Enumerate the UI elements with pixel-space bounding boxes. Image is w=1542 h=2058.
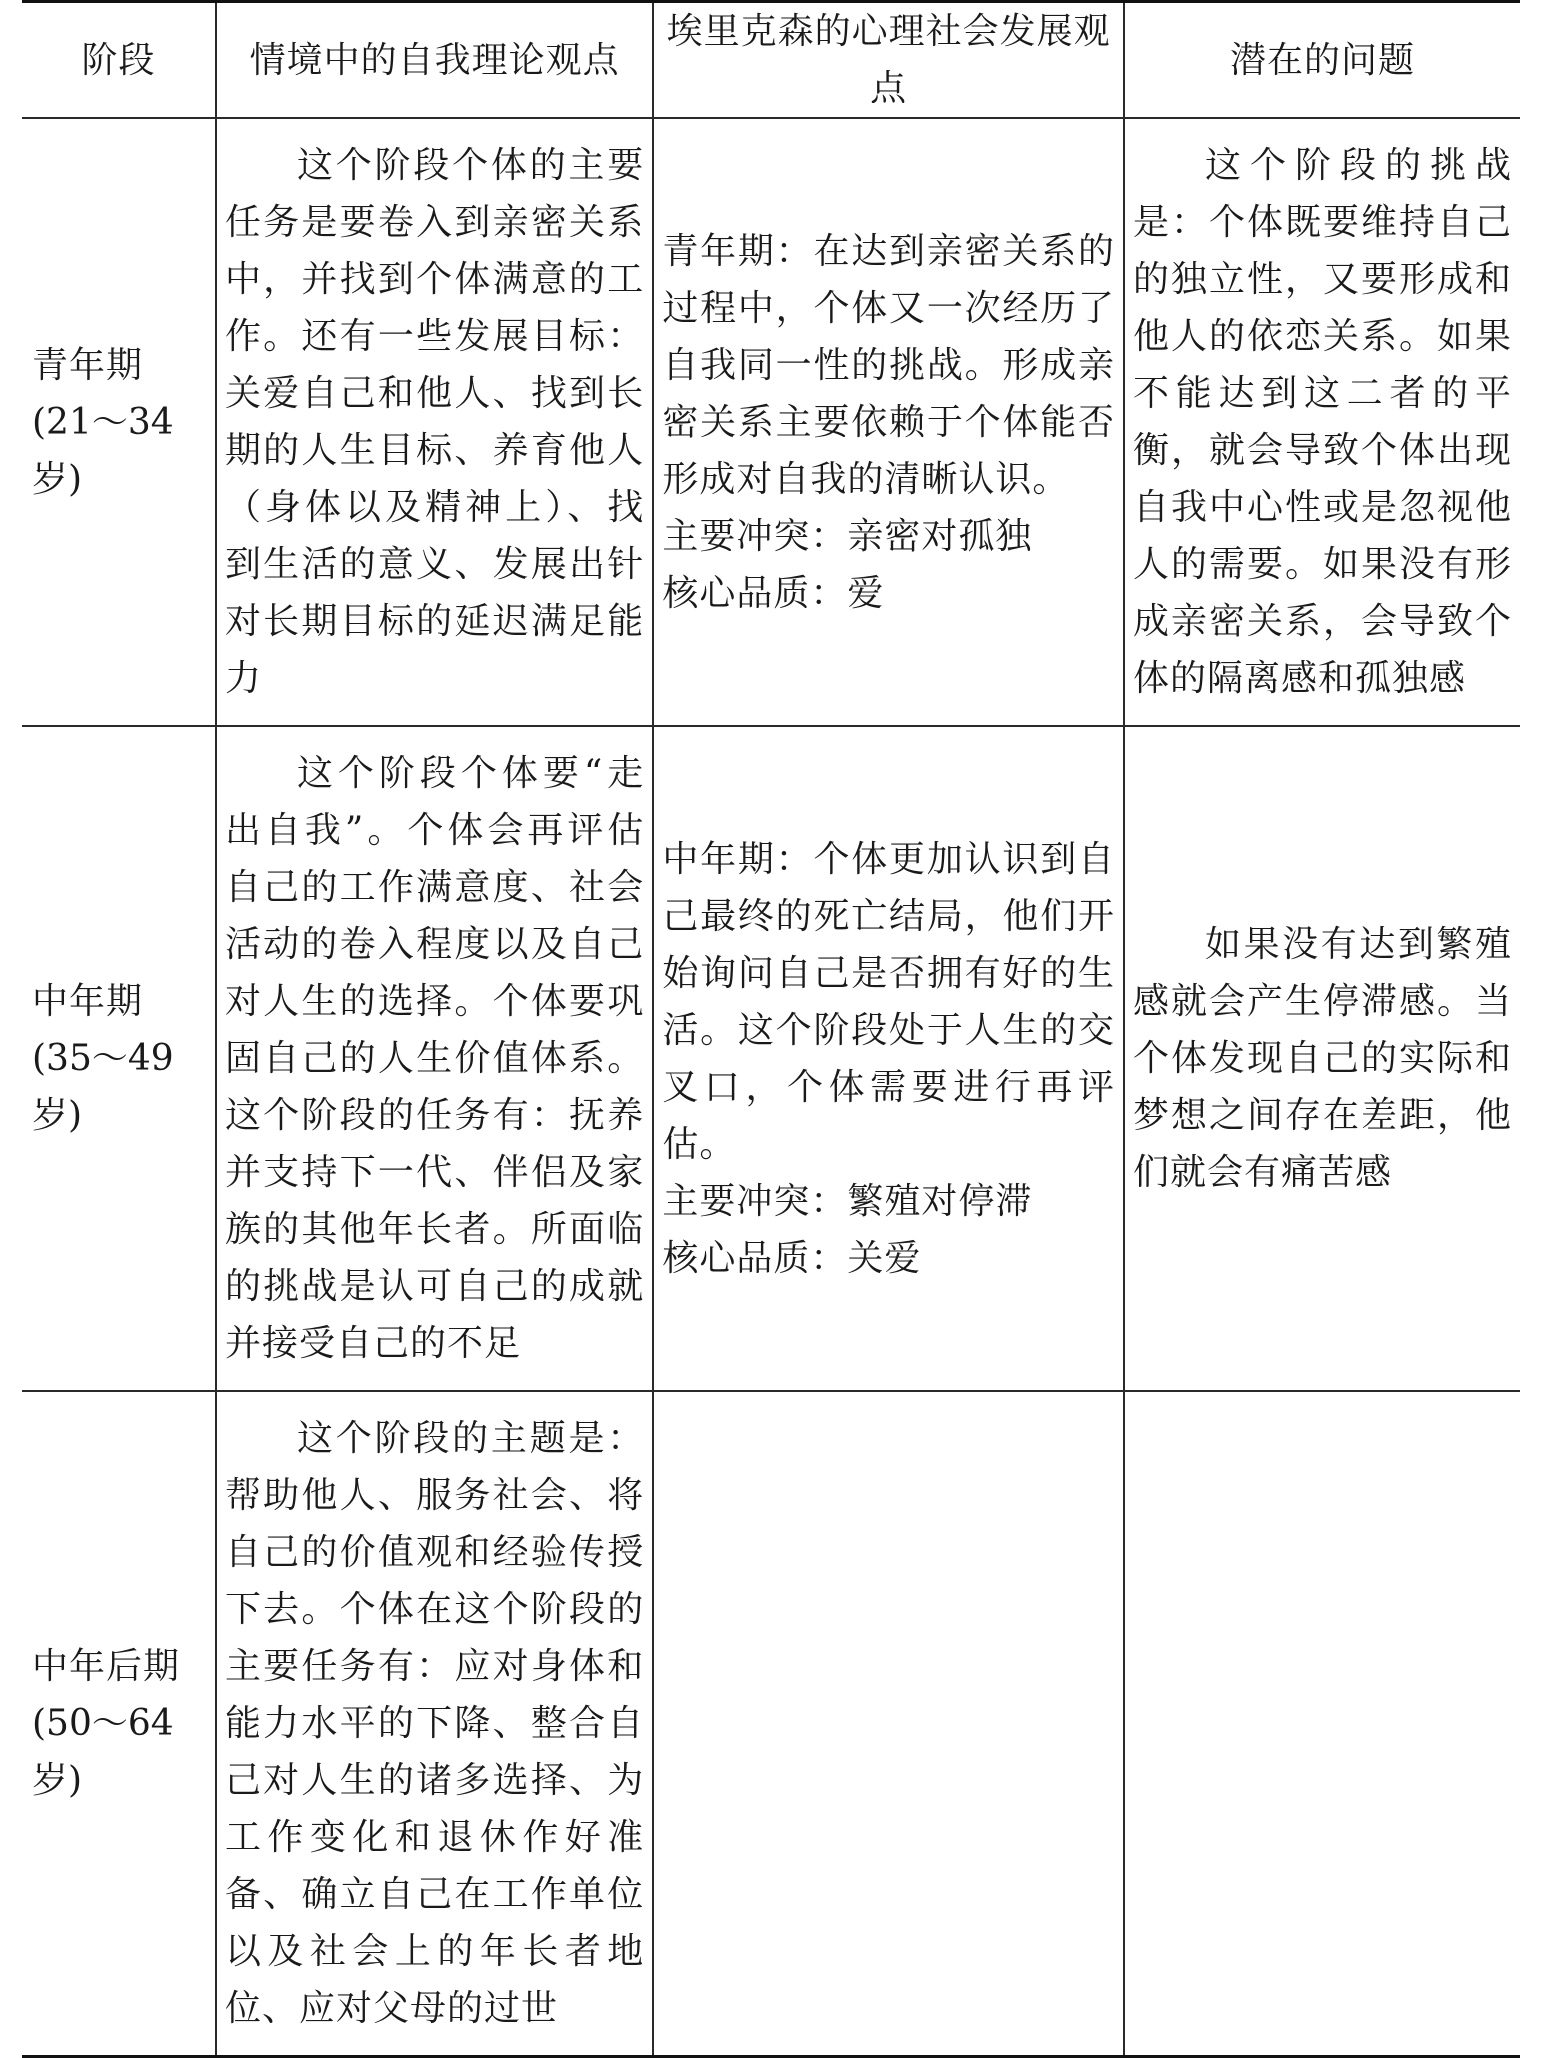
table-row	[22, 726, 1520, 1391]
erikson-virtue: 核心品质：爱	[662, 572, 885, 614]
header-stage: 阶段	[22, 2, 216, 119]
erikson-conflict: 主要冲突：亲密对孤独	[662, 515, 1033, 557]
issues-cell	[1124, 726, 1520, 1391]
erikson-conflict: 主要冲突：繁殖对停滞	[662, 1180, 1033, 1222]
header-self-theory: 情境中的自我理论观点	[216, 2, 653, 119]
stage-age: (50～64 岁)	[32, 1703, 174, 1801]
stage-cell	[22, 1391, 216, 2057]
erikson-cell	[653, 118, 1124, 726]
stage-comparison-table	[22, 0, 1520, 2058]
stage-name: 中年后期	[32, 1646, 181, 1687]
self-theory-cell	[216, 118, 653, 726]
issues-cell	[1124, 1391, 1520, 2057]
self-theory-cell	[216, 726, 653, 1391]
stage-name: 中年期	[32, 981, 144, 1022]
self-theory-cell	[216, 1391, 653, 2057]
stage-age: (21～34 岁)	[32, 401, 174, 500]
erikson-cell	[653, 1391, 1124, 2057]
issues-text: 这个阶段的挑战是：个体既要维持自己的独立性，又要形成和他人的依恋关系。如果不能达到这二者的平衡，就会导致个体出现自我中心性或是忽视他人的需要。如果没有形成亲密关系，会导致个体的隔离感和孤独感	[1133, 145, 1512, 699]
header-row	[22, 2, 1520, 119]
stage-cell	[22, 118, 216, 726]
stage-age: (35～49 岁)	[32, 1038, 174, 1136]
header-issues: 潜在的问题	[1124, 2, 1520, 119]
stage-name: 青年期	[32, 344, 144, 386]
stage-cell	[22, 726, 216, 1391]
issues-cell	[1124, 118, 1520, 726]
table-row	[22, 1391, 1520, 2057]
issues-text: 如果没有达到繁殖感就会产生停滞感。当个体发现自己的实际和梦想之间存在差距，他们就会有痛苦感	[1133, 924, 1512, 1193]
erikson-virtue: 核心品质：关爱	[662, 1237, 922, 1279]
self-theory-text: 这个阶段个体的主要任务是要卷入到亲密关系中，并找到个体满意的工作。还有一些发展目标：关爱自己和他人、找到长期的人生目标、养育他人（身体以及精神上）、找到生活的意义、发展出针对长期目标的延迟满足能力	[224, 145, 645, 699]
erikson-text: 青年期：在达到亲密关系的过程中，个体又一次经历了自我同一性的挑战。形成亲密关系主要依赖于个体能否形成对自我的清晰认识。	[662, 230, 1116, 500]
table-row	[22, 118, 1520, 726]
header-erikson: 埃里克森的心理社会发展观点	[653, 2, 1124, 119]
erikson-text: 中年期：个体更加认识到自己最终的死亡结局，他们开始询问自己是否拥有好的生活。这个阶段处于人生的交叉口，个体需要进行再评估。	[662, 838, 1116, 1165]
erikson-cell	[653, 726, 1124, 1391]
self-theory-text: 这个阶段个体要“走出自我”。个体会再评估自己的工作满意度、社会活动的卷入程度以及自己对人生的选择。个体要巩固自己的人生价值体系。这个阶段的任务有：抚养并支持下一代、伴侣及家族的其他年长者。所面临的挑战是认可自己的成就并接受自己的不足	[224, 753, 645, 1364]
self-theory-text: 这个阶段的主题是：帮助他人、服务社会、将自己的价值观和经验传授下去。个体在这个阶段的主要任务有：应对身体和能力水平的下降、整合自己对人生的诸多选择、为工作变化和退休作好准备、确立自己在工作单位以及社会上的年长者地位、应对父母的过世	[224, 1418, 645, 2029]
